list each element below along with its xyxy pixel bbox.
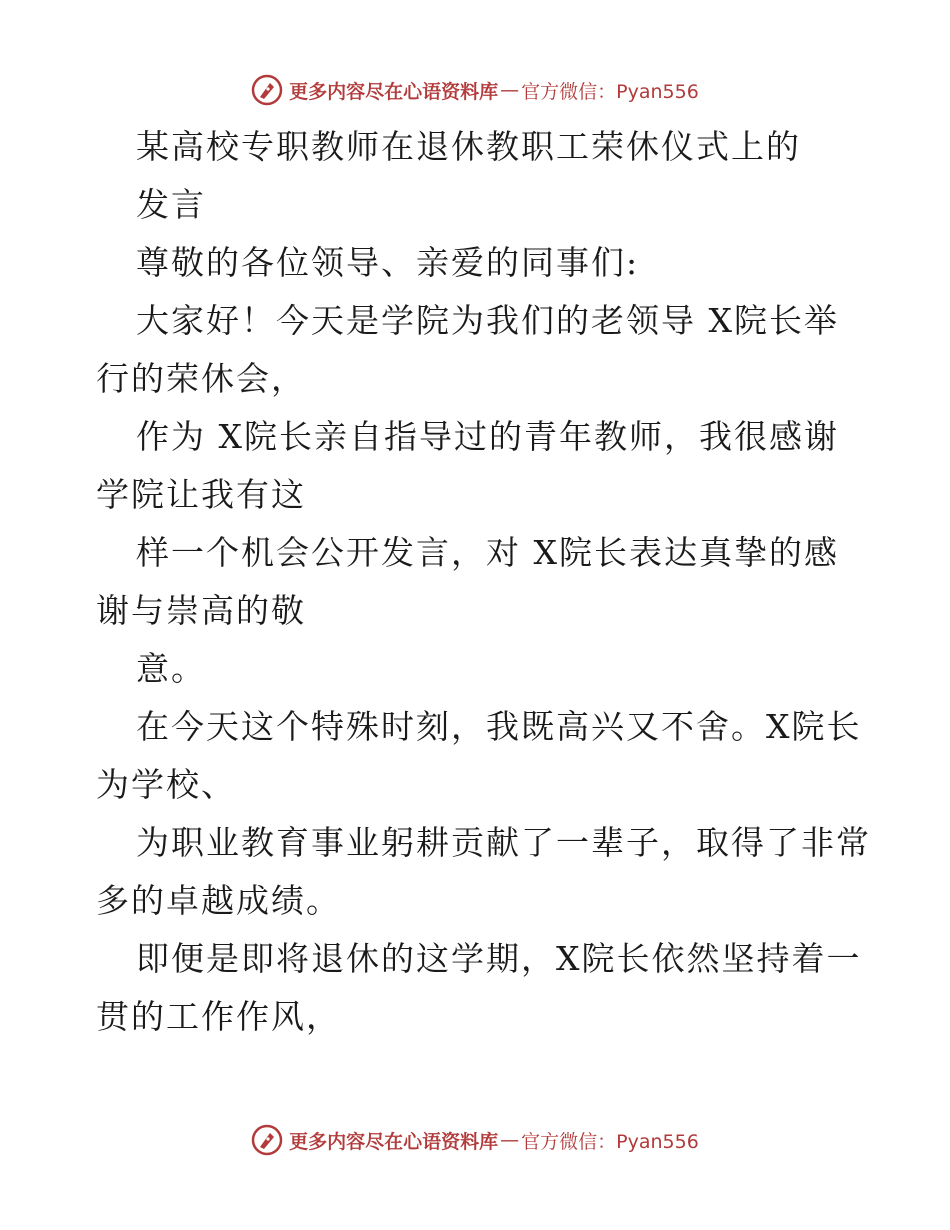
- paragraph-line: 即便是即将退休的这学期，X院长依然坚持着一: [136, 939, 862, 978]
- paragraph-line: 在今天这个特殊时刻，我既高兴又不舍。X院长: [136, 707, 862, 746]
- header-watermark: [0, 70, 950, 110]
- title-line-2: 发言: [136, 185, 206, 224]
- pen-nib-logo-icon: [251, 74, 283, 106]
- watermark-contact: 官方微信：Pyan556: [521, 1130, 699, 1153]
- document-body: [96, 118, 871, 1046]
- paragraph-line: 多的卓越成绩。: [96, 881, 341, 920]
- paragraph-line: 学院让我有这: [96, 475, 306, 514]
- paragraph-line: 意。: [136, 649, 206, 688]
- paragraph-line: 谢与崇高的敬: [96, 591, 306, 630]
- salutation: 尊敬的各位领导、亲爱的同事们:: [136, 243, 640, 282]
- paragraph-line: 为学校、: [96, 765, 236, 804]
- paragraph-line: 大家好！今天是学院为我们的老领导 X院长举: [136, 301, 839, 340]
- watermark-text: 更多内容尽在心语资料库: [289, 80, 499, 103]
- pen-nib-logo-icon: [251, 1124, 283, 1156]
- footer-watermark: [0, 1120, 950, 1160]
- watermark-text: 更多内容尽在心语资料库: [289, 1130, 499, 1153]
- watermark-separator: —: [500, 1129, 520, 1151]
- watermark-contact: 官方微信：Pyan556: [521, 80, 699, 103]
- watermark-separator: —: [500, 79, 520, 101]
- paragraph-line: 样一个机会公开发言，对 X院长表达真挚的感: [136, 533, 839, 572]
- paragraph-line: 贯的工作作风，: [96, 997, 341, 1036]
- paragraph-line: 作为 X院长亲自指导过的青年教师，我很感谢: [136, 417, 839, 456]
- title-line-1: 某高校专职教师在退休教职工荣休仪式上的: [136, 127, 801, 166]
- paragraph-line: 行的荣休会，: [96, 359, 306, 398]
- paragraph-line: 为职业教育事业躬耕贡献了一辈子，取得了非常: [136, 823, 871, 862]
